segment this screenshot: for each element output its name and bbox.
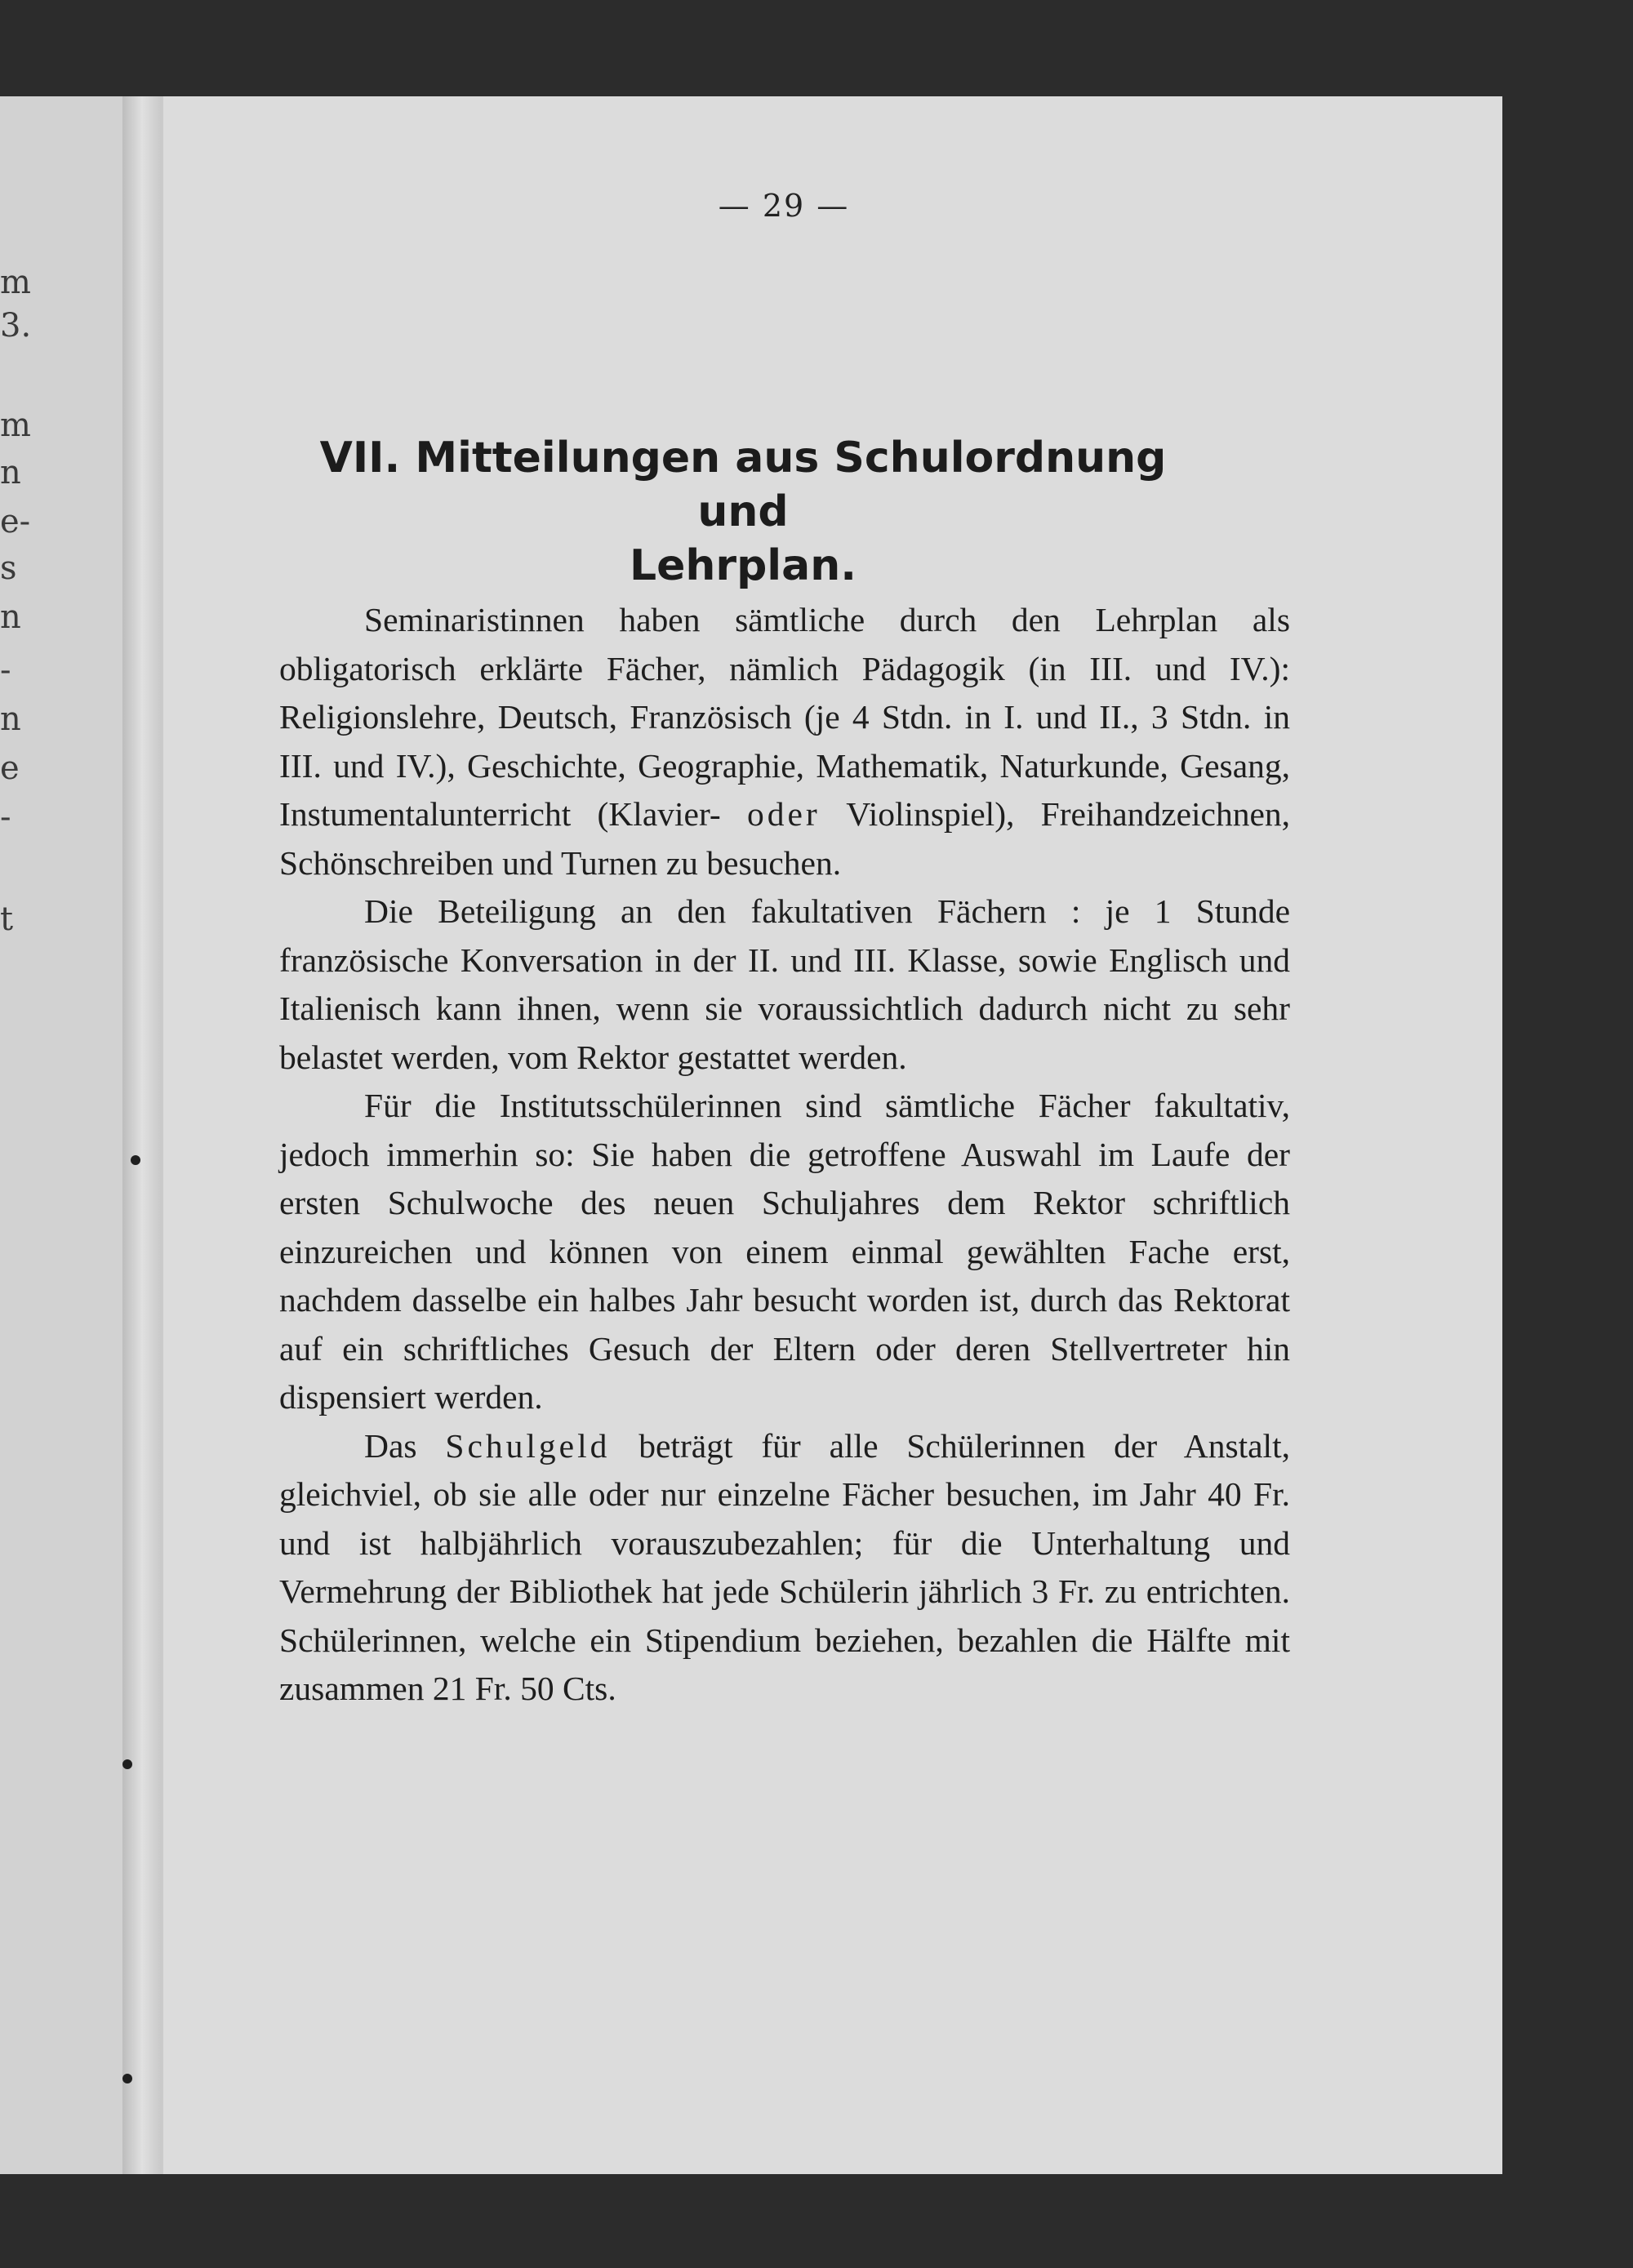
binding-hole — [122, 2074, 132, 2083]
paragraph-text: Das — [364, 1426, 446, 1465]
margin-fragment: - — [0, 651, 11, 689]
section-heading — [269, 431, 1217, 593]
page-number: — 29 — — [718, 188, 850, 224]
spaced-word: oder — [747, 795, 821, 833]
margin-fragment: 3. — [0, 307, 32, 345]
margin-fragment: e — [0, 749, 20, 787]
margin-fragment: - — [0, 798, 11, 836]
margin-fragment: n — [0, 598, 21, 636]
margin-fragment: t — [0, 901, 14, 938]
margin-fragment: m — [0, 264, 31, 301]
paragraph-schulgeld — [279, 1422, 1290, 1714]
margin-fragment: s — [0, 549, 17, 587]
binding-hole — [122, 1759, 132, 1769]
margin-fragment: n — [0, 454, 21, 491]
heading-line-1: VII. Mitteilungen aus Schulordnung und — [319, 434, 1167, 536]
spaced-word: Schulgeld — [445, 1426, 611, 1465]
margin-fragment: e- — [0, 503, 31, 540]
book-page — [163, 96, 1502, 2174]
paragraph-text: Seminaristinnen haben sämtliche durch den Lehrplan als obligatorisch erklärte Fächer, nämlich Pädagogik (in III. und IV.): Religionslehre, Deutsch, Französisch (je 4 Stdn. in I. und II., 3 Stdn. in III. und IV.), Geschichte, Geographie, Mathematik, Naturkunde, Gesang, Instumentalunterricht (Klavier- — [279, 601, 1290, 833]
margin-fragment: m — [0, 407, 31, 444]
paragraph-text: beträgt für alle Schülerinnen der Anstalt, gleichviel, ob sie alle oder nur einzelne Fächer besuchen, im Jahr 40 Fr. und ist halbjährlich vorauszubezahlen; für die Unterhaltung und Vermehrung der Bibliothek hat jede Schülerin jährlich 3 Fr. zu entrichten. Schülerinnen, welche ein Stipendium beziehen, bezahlen die Hälfte mit zusammen 21 Fr. 50 Cts. — [279, 1426, 1290, 1707]
paragraph-fakultative-faecher: Die Beteiligung an den fakultativen Fächern : je 1 Stunde französische Konversation in der II. und III. Klasse, sowie Englisch und Italienisch kann ihnen, wenn sie voraussichtlich dadurch nicht zu sehr belastet werden, vom Rektor gestattet werden. — [279, 892, 1290, 1076]
body-text — [279, 596, 1290, 1714]
heading-line-2: Lehrplan. — [630, 541, 857, 590]
margin-fragment: n — [0, 700, 21, 738]
paragraph-institutsschuelerinnen: Für die Institutsschülerinnen sind sämtliche Fächer fakultativ, jedoch immerhin so: Sie haben die getroffene Auswahl im Laufe der ersten Schulwoche des neuen Schuljahres dem Rektor schriftlich einzureichen und können von einem einmal gewählten Fache erst, nachdem dasselbe ein halbes Jahr besucht worden ist, durch das Rektorat auf ein schriftliches Gesuch der Eltern oder deren Stellvertreter hin dispensiert werden. — [279, 1087, 1290, 1416]
paragraph-text: Violinspiel), Freihandzeichnen, Schönschreiben und Turnen zu besuchen. — [279, 795, 1290, 882]
paragraph-seminaristinnen — [279, 596, 1290, 887]
binding-hole — [131, 1155, 140, 1165]
